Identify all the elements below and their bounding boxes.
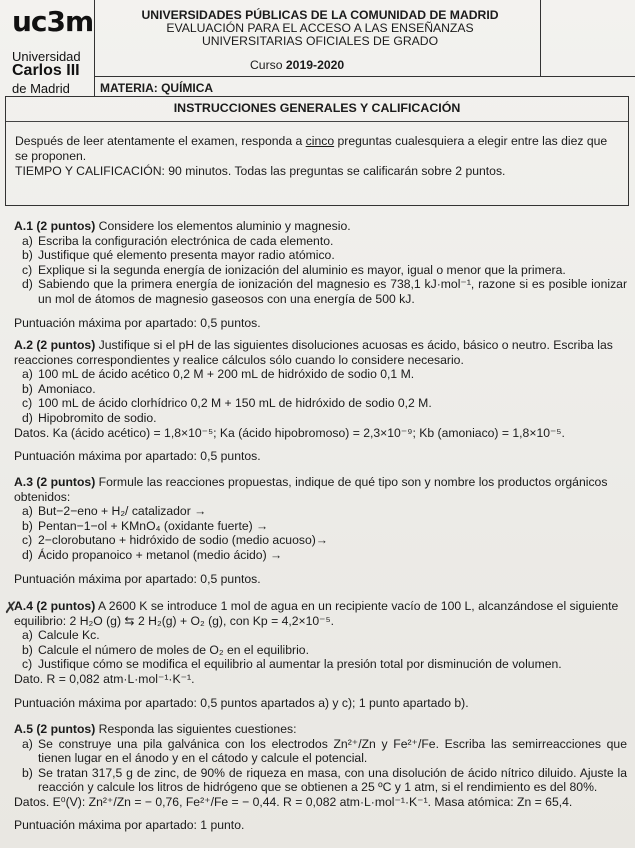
item-label: b)	[22, 765, 33, 780]
item-label: a)	[22, 367, 33, 382]
question-a5-data: Datos. E⁰(V): Zn²⁺/Zn = − 0,76, Fe²⁺/Fe = − 0,44. R = 0,082 atm·L·mol⁻¹·K⁻¹. Masa atómica: Zn = 65,4.	[14, 794, 573, 809]
item-text: Se construye una pila galvánica con los electrodos Zn²⁺/Zn y Fe²⁺/Fe. Escriba las semirreacciones que tienen lugar en el ánodo y en el cátodo y calcule el potencial.	[38, 736, 627, 766]
instructions-box	[5, 96, 629, 206]
instructions-text	[15, 134, 620, 179]
question-a1-intro: Considere los elementos aluminio y magnesio.	[95, 219, 351, 233]
instructions-line1-end: preguntas cualesquiera a elegir entre las diez que se proponen.	[15, 134, 608, 163]
question-a1-points: Puntuación máxima por apartado: 0,5 puntos.	[14, 315, 261, 330]
question-a4-points: Puntuación máxima por apartado: 0,5 puntos apartados a) y c); 1 punto apartado b).	[14, 695, 469, 710]
question-a2-points: Puntuación máxima por apartado: 0,5 puntos.	[14, 449, 261, 464]
question-a1	[14, 219, 627, 330]
question-a4-item	[14, 643, 627, 658]
handwritten-check-icon: ✗	[4, 598, 18, 617]
logo-text-1: Universidad	[12, 49, 81, 64]
question-a5-intro: Responda las siguientes cuestiones:	[95, 722, 297, 736]
item-text: 100 mL de ácido acético 0,2 M + 200 mL de hidróxido de sodio 0,1 M.	[38, 367, 415, 382]
question-a2-item	[14, 411, 627, 426]
item-label: b)	[22, 518, 33, 533]
question-a4-item	[14, 628, 627, 643]
question-a4	[14, 599, 627, 710]
question-a1-item	[14, 277, 627, 306]
subject-label: MATERIA: QUÍMICA	[100, 81, 214, 95]
item-label: a)	[22, 736, 33, 751]
question-a3-item	[14, 548, 627, 563]
question-a2-data: Datos. Ka (ácido acético) = 1,8×10⁻⁵; Ka (ácido hipobromoso) = 2,3×10⁻⁹; Kb (amoniaco) = 1,8×10⁻⁵.	[14, 425, 565, 440]
item-text: Se tratan 317,5 g de zinc, de 90% de riqueza en masa, con una disolución de ácido nítrico diluido. Ajuste la reacción y calcule los litros de hidrógeno que se obtienen a 25 ºC y 1 atm, si el rendimiento es del 80%.	[38, 765, 627, 795]
course-value: 2019-2020	[285, 58, 345, 72]
question-a5-item	[14, 766, 627, 795]
item-text: Sabiendo que la primera energía de ionización del magnesio es 738,1 kJ·mol⁻¹, razone si es posible ionizar un mol de átomos de magnesio gaseosos con una energía de 500 kJ.	[38, 277, 627, 306]
header-title-3: UNIVERSITARIAS OFICIALES DE GRADO	[201, 34, 439, 48]
item-label: a)	[22, 628, 33, 643]
question-a1-statement	[14, 219, 627, 234]
item-label: c)	[22, 396, 33, 411]
item-label: d)	[22, 277, 33, 292]
item-text: But−2−eno + H₂/ catalizador →	[38, 504, 207, 519]
question-a1-title: A.1 (2 puntos)	[14, 219, 96, 233]
question-a2-item	[14, 396, 627, 411]
item-text: Justifique cómo se modifica el equilibrio al aumentar la presión total por disminución de volumen.	[38, 657, 562, 672]
question-a5-statement	[14, 722, 627, 737]
instructions-title: INSTRUCCIONES GENERALES Y CALIFICACIÓN	[173, 101, 461, 115]
item-text: Amoniaco.	[38, 381, 96, 396]
question-a4-statement	[14, 599, 627, 628]
item-label: a)	[22, 233, 33, 248]
item-label: d)	[22, 410, 33, 425]
question-a3-statement	[14, 475, 627, 504]
logo-text-3: de Madrid	[12, 81, 70, 96]
question-a4-item	[14, 657, 627, 672]
header-title-2: EVALUACIÓN PARA EL ACCESO A LAS ENSEÑANZAS	[166, 21, 474, 35]
question-a1-item	[14, 263, 627, 278]
instructions-divider	[6, 121, 628, 122]
item-label: a)	[22, 504, 33, 519]
item-text: Hipobromito de sodio.	[38, 410, 157, 425]
question-a1-item	[14, 234, 627, 249]
question-a3-intro: Formule las reacciones propuestas, indique de qué tipo son y nombre los productos orgánicos obtenidos:	[14, 475, 608, 504]
item-label: c)	[22, 262, 33, 277]
item-label: b)	[22, 381, 33, 396]
question-a1-item	[14, 248, 627, 263]
question-a4-title: A.4 (2 puntos)	[14, 599, 96, 613]
question-a4-intro: A 2600 K se introduce 1 mol de agua en un recipiente vacío de 100 L, alcanzándose el siguiente equilibrio: 2 H₂O (g) ⇆ 2 H₂(g) + O₂ (g), con Kp = 4,2×10⁻⁵.	[14, 599, 619, 628]
course-line	[250, 58, 344, 72]
question-a3	[14, 475, 627, 586]
item-text: Explique si la segunda energía de ionización del aluminio es mayor, igual o menor que la primera.	[38, 262, 566, 277]
logo-mark: uc3m	[12, 5, 94, 38]
instructions-time: TIEMPO Y CALIFICACIÓN: 90 minutos. Todas las preguntas se calificarán sobre 2 puntos.	[15, 164, 506, 178]
question-a5-title: A.5 (2 puntos)	[14, 722, 96, 736]
question-a3-item	[14, 519, 627, 534]
item-label: c)	[22, 657, 33, 672]
question-a2-item	[14, 382, 627, 397]
question-a2	[14, 338, 627, 464]
question-a5-points: Puntuación máxima por apartado: 1 punto.	[14, 817, 245, 832]
header-title-1: UNIVERSIDADES PÚBLICAS DE LA COMUNIDAD DE MADRID	[141, 8, 499, 22]
item-text: Escriba la configuración electrónica de cada elemento.	[38, 233, 334, 248]
question-a5-item	[14, 737, 627, 766]
item-text: 100 mL de ácido clorhídrico 0,2 M + 150 mL de hidróxido de sodio 0,2 M.	[38, 396, 432, 411]
question-a3-title: A.3 (2 puntos)	[14, 475, 96, 489]
item-text: Pentan−1−ol + KMnO₄ (oxidante fuerte) →	[38, 518, 269, 533]
header-blank-box	[540, 0, 635, 76]
question-a3-points: Puntuación máxima por apartado: 0,5 puntos.	[14, 571, 261, 586]
instructions-line1-start: Después de leer atentamente el examen, responda a	[15, 134, 303, 148]
header-divider-vertical	[94, 0, 95, 96]
item-text: Calcule Kc.	[38, 628, 100, 643]
question-a4-data: Dato. R = 0,082 atm·L·mol⁻¹·K⁻¹.	[14, 671, 195, 686]
question-a2-item	[14, 367, 627, 382]
instructions-five: cinco	[305, 134, 335, 148]
item-text: Justifique qué elemento presenta mayor radio atómico.	[38, 248, 335, 263]
question-a3-item	[14, 504, 627, 519]
course-label: Curso	[250, 58, 283, 72]
university-logo	[6, 4, 92, 94]
header-divider-horizontal	[94, 76, 635, 77]
item-text: Calcule el número de moles de O₂ en el equilibrio.	[38, 642, 309, 657]
logo-text-2: Carlos III	[12, 62, 80, 79]
item-text: 2−clorobutano + hidróxido de sodio (medio acuoso)→	[38, 533, 328, 548]
item-label: d)	[22, 547, 33, 562]
item-label: b)	[22, 642, 33, 657]
item-text: Ácido propanoico + metanol (medio ácido) →	[38, 547, 283, 562]
question-a5	[14, 722, 627, 832]
item-label: c)	[22, 533, 33, 548]
question-a3-item	[14, 533, 627, 548]
item-label: b)	[22, 248, 33, 263]
question-a2-title: A.2 (2 puntos)	[14, 338, 96, 352]
question-a2-statement	[14, 338, 627, 367]
question-a2-intro: Justifique si el pH de las siguientes disoluciones acuosas es ácido, básico o neutro. Escriba las reacciones correspondientes y realice cálculos sólo cuando lo considere necesario.	[14, 338, 613, 367]
